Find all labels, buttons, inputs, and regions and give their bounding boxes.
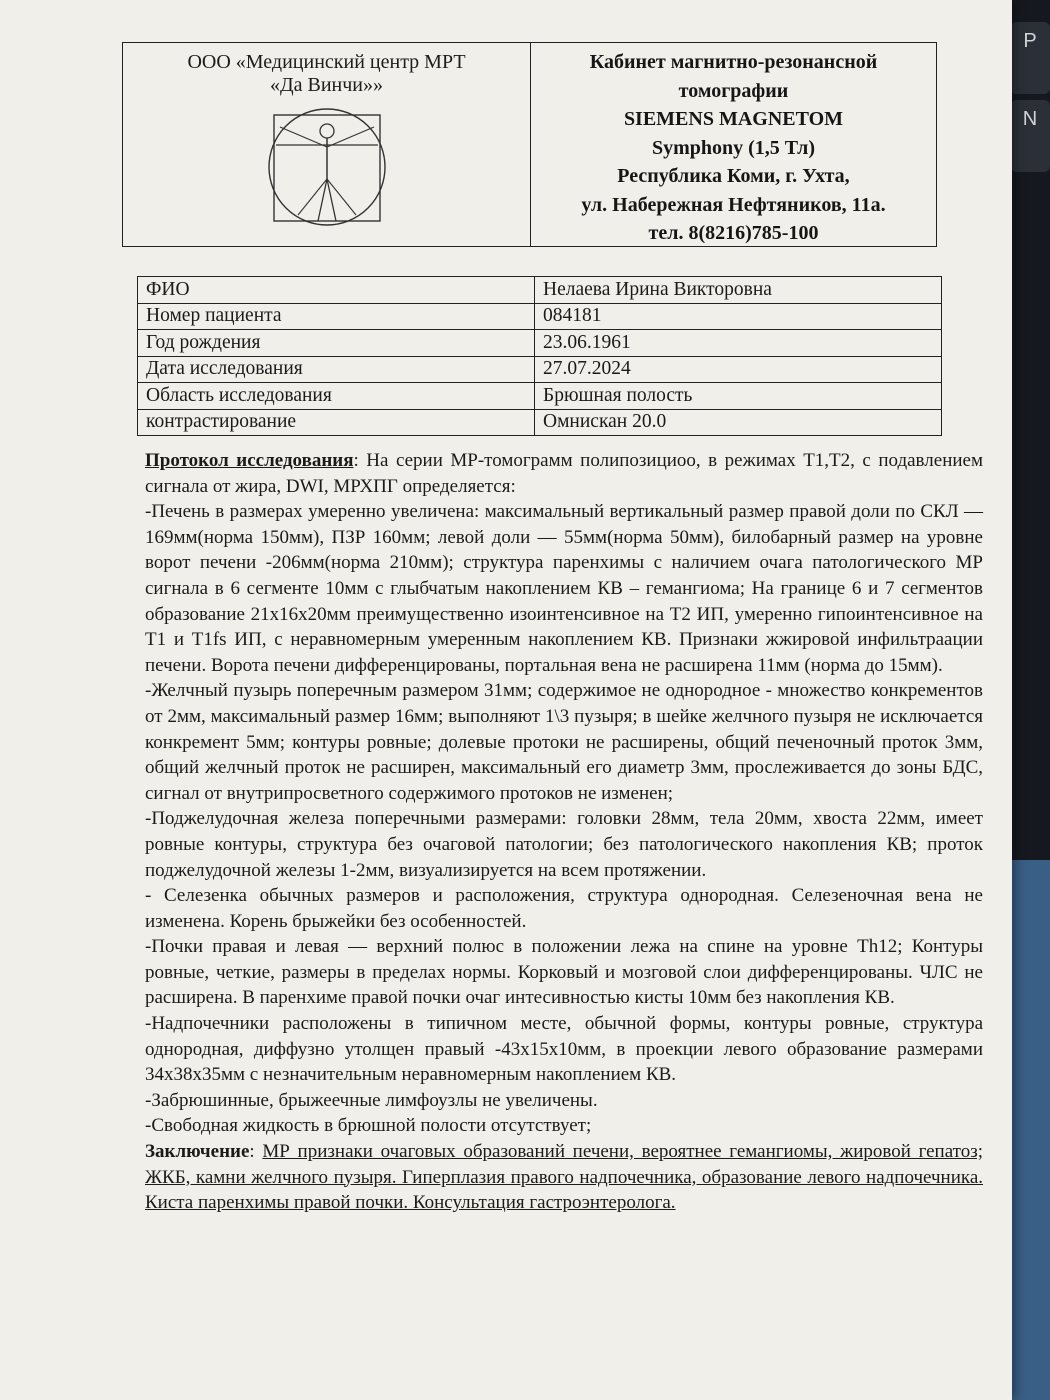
row-label: Область исследования <box>138 383 535 410</box>
organization-name-line1: ООО «Медицинский центр МРТ <box>187 51 466 73</box>
finding-paragraph: -Надпочечники расположены в типичном месте, обычной формы, контуры ровные, структура однородная, диффузно утолщен правый -43х15х10мм, в проекции левого образование размерами 34х38х35мм с незначительным неравномерным накоплением КВ. <box>145 1013 983 1086</box>
organization-name-line2: «Да Винчи»» <box>269 74 384 96</box>
finding-paragraph: - Селезенка обычных размеров и расположения, структура однородная. Селезеночная вена не изменена. Корень брыжейки без особенностей. <box>145 885 983 932</box>
cabinet-line: Республика Коми, г. Ухта, <box>617 165 850 187</box>
vitruvian-man-icon <box>123 103 530 239</box>
finding-paragraph: -Свободная жидкость в брюшной полости отсутствует; <box>145 1115 592 1137</box>
cabinet-block <box>531 43 936 246</box>
table-row <box>138 277 942 304</box>
table-row <box>138 303 942 330</box>
table-row <box>138 409 942 436</box>
row-value: Омнискан 20.0 <box>535 409 942 436</box>
protocol-heading: Протокол исследования <box>145 450 354 471</box>
finding-paragraph: -Печень в размерах умеренно увеличена: максимальный вертикальный размер правой доли по СКЛ — 169мм(норма 150мм), ПЗР 160мм; левой доли — 55мм(норма 50мм), билобарный размер на уровне ворот печени -206мм(норма 210мм); структура паренхимы с наличием очага патологического МР сигнала в 6 сегменте 10мм с глыбчатым накоплением КВ – гемангиома; На границе 6 и 7 сегментов образование 21х16х20мм преимущественно изоинтенсивное на Т2 ИП, умеренно гипоинтенсивное на Т1 и Т1fs ИП, с неравномерным умеренным накоплением КВ. Признаки жжировой инфильтраации печени. Ворота печени дифференцированы, портальная вена не расширена 11мм (норма до 15мм). <box>145 501 983 676</box>
row-value: 23.06.1961 <box>535 330 942 357</box>
row-label: ФИО <box>138 277 535 304</box>
row-label: Дата исследования <box>138 356 535 383</box>
row-value: 27.07.2024 <box>535 356 942 383</box>
finding-paragraph: -Забрюшинные, брыжеечные лимфоузлы не увеличены. <box>145 1089 598 1111</box>
conclusion-text: МР признаки очаговых образований печени, вероятнее гемангиомы, жировой гепатоз; ЖКБ, камни желчного пузыря. Гиперплазия правого надпочечника, образование левого надпочечника. Киста паренхимы правой почки. Консультация гастроэнтеролога. <box>145 1141 984 1214</box>
table-row <box>138 330 942 357</box>
row-label: контрастирование <box>138 409 535 436</box>
finding-paragraph: -Желчный пузырь поперечным размером 31мм; содержимое не однородное - множество конкрементов от 2мм, максимальный размер 16мм; выполняют 1\3 пузыря; в шейке желчного пузыря не исключается конкремент 5мм; контуры ровные; долевые протоки не расширены, общий печеночный проток 3мм, общий желчный проток не расширен, максимальный его диаметр 3мм, прослеживается до зоны БДС, сигнал от внутрипросветного содержимого протоков не изменен; <box>145 680 983 804</box>
cabinet-line: ул. Набережная Нефтяников, 11а. <box>581 193 886 216</box>
keyboard-key-n: N <box>1010 100 1050 172</box>
table-row <box>138 383 942 410</box>
keyboard <box>1008 0 1050 860</box>
keyboard-key-p: P <box>1010 22 1050 94</box>
cabinet-line: тел. 8(8216)785-100 <box>648 222 819 244</box>
protocol-body <box>145 448 983 1216</box>
conclusion <box>145 1139 983 1216</box>
organization-block <box>123 43 531 246</box>
row-label: Номер пациента <box>138 303 535 330</box>
protocol-intro <box>145 448 983 499</box>
table-row <box>138 356 942 383</box>
patient-info-table <box>137 276 942 436</box>
finding-paragraph: -Почки правая и левая — верхний полюс в положении лежа на спине на уровне Th12; Контуры ровные, четкие, размеры в пределах нормы. Корковый и мозговой слои дифференцированы. ЧЛС не расширена. В паренхиме правой почки очаг интесивностью кисты 10мм без накопления КВ. <box>145 936 983 1009</box>
conclusion-label: Заключение <box>145 1141 250 1163</box>
row-label: Год рождения <box>138 330 535 357</box>
cabinet-line: томографии <box>678 79 789 102</box>
cabinet-line: Symphony (1,5 Тл) <box>651 136 816 159</box>
protocol-heading-separator: : <box>353 450 359 471</box>
protocol-intro-text: На серии МР-томограмм полипозициоо, в режимах Т1,Т2, с подавлением сигнала от жира, DWI, МРХПГ определяется: <box>145 450 983 497</box>
cabinet-line: Кабинет магнитно-резонансной <box>589 51 878 73</box>
letterhead <box>122 42 937 247</box>
row-value: 084181 <box>535 303 942 330</box>
row-value: Нелаева Ирина Викторовна <box>535 277 942 304</box>
finding-paragraph: -Поджелудочная железа поперечными размерами: головки 28мм, тела 20мм, хвоста 22мм, имеет ровные контуры, структура без очаговой патологии; без патологического накопления КВ; проток поджелудочной железы 1-2мм, визуализируется на всем протяжении. <box>145 808 983 881</box>
cabinet-line: SIEMENS MAGNETOM <box>623 108 844 130</box>
conclusion-separator: : <box>249 1141 263 1163</box>
row-value: Брюшная полость <box>535 383 942 410</box>
